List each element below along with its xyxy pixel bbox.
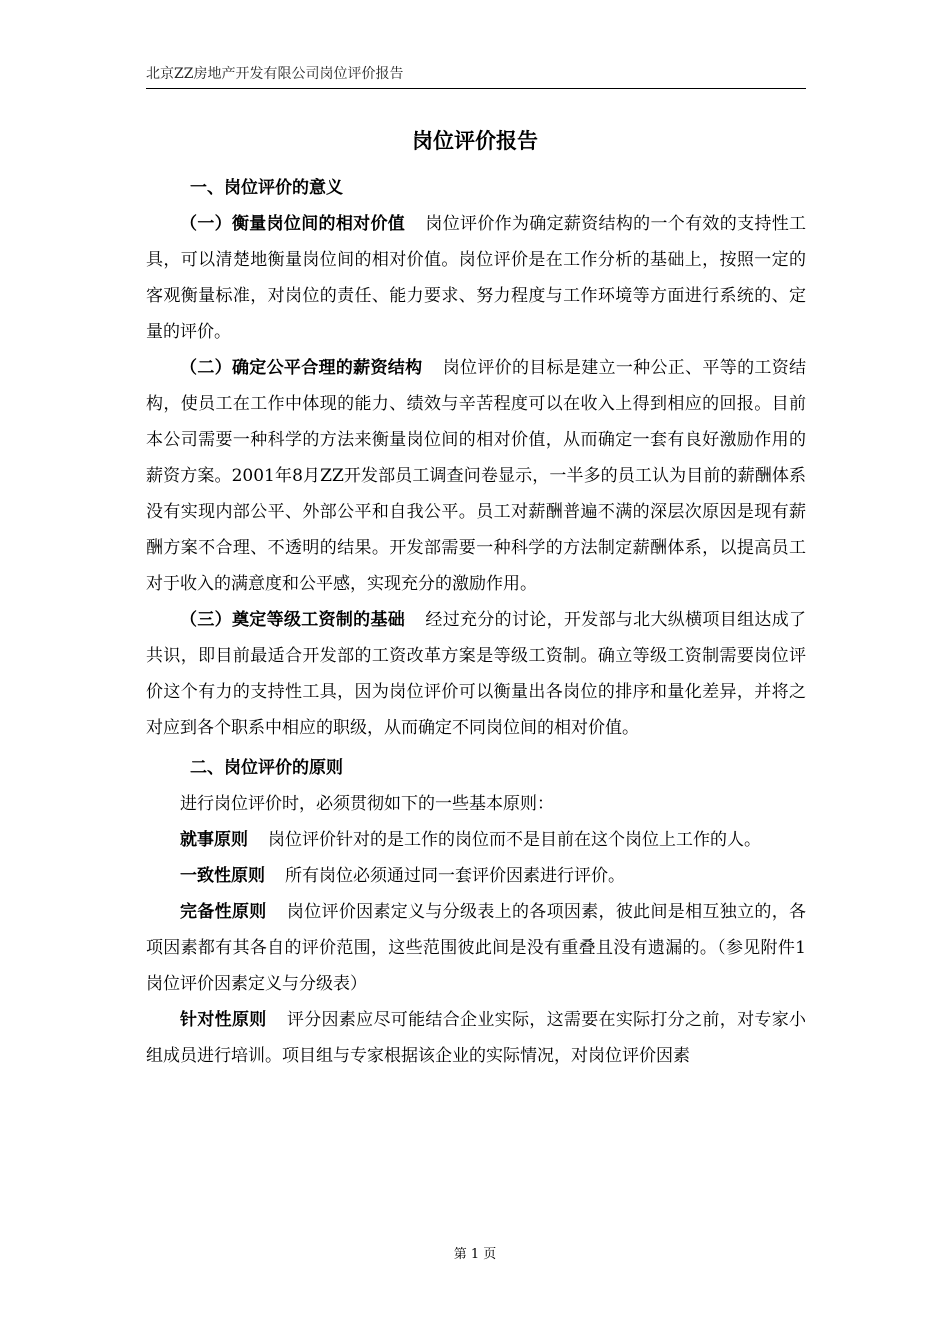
paragraph-label: （二）确定公平合理的薪资结构 (180, 358, 423, 378)
section-intro: 进行岗位评价时，必须贯彻如下的一些基本原则： (180, 794, 554, 814)
paragraph (146, 350, 806, 602)
principle-text: 评分因素应尽可能结合企业实际，这需要在实际打分之前，对专家小组成员进行培训。项目组与专家根据该企业的实际情况，对岗位评价因素 (146, 1010, 807, 1066)
principle-text: 岗位评价针对的是工作的岗位而不是目前在这个岗位上工作的人。 (268, 830, 761, 850)
principle-item (146, 822, 806, 858)
section-heading-significance: 一、岗位评价的意义 (190, 178, 343, 198)
principle-label: 完备性原则 (180, 902, 267, 922)
paragraph-label: （三）奠定等级工资制的基础 (180, 610, 406, 630)
principle-item (146, 858, 806, 894)
principle-label: 一致性原则 (180, 866, 265, 886)
principle-item (146, 1002, 806, 1074)
paragraph-label: （一）衡量岗位间的相对价值 (180, 214, 406, 234)
paragraph (146, 206, 806, 350)
page-header: 北京ZZ房地产开发有限公司岗位评价报告 (146, 64, 806, 89)
document-body (146, 170, 823, 1074)
paragraph-text: 岗位评价作为确定薪资结构的一个有效的支持性工具，可以清楚地衡量岗位间的相对价值。岗位评价是在工作分析的基础上，按照一定的客观衡量标准，对岗位的责任、能力要求、努力程度与工作环境等方面进行系统的、定量的评价。 (146, 214, 807, 342)
principle-label: 针对性原则 (180, 1010, 267, 1030)
principle-text: 所有岗位必须通过同一套评价因素进行评价。 (285, 866, 625, 886)
section-heading-principles: 二、岗位评价的原则 (190, 758, 343, 778)
principle-text: 岗位评价因素定义与分级表上的各项因素，彼此间是相互独立的，各项因素都有其各自的评价范围，这些范围彼此间是没有重叠且没有遗漏的。（参见附件1 岗位评价因素定义与分级表） (146, 902, 823, 994)
principle-item (146, 894, 823, 1002)
paragraph-text: 岗位评价的目标是建立一种公正、平等的工资结构，使员工在工作中体现的能力、绩效与辛苦程度可以在收入上得到相应的回报。目前本公司需要一种科学的方法来衡量岗位间的相对价值，从而确定一套有良好激励作用的薪资方案。2001年8月ZZ开发部员工调查问卷显示，一半多的员工认为目前的薪酬体系没有实现内部公平、外部公平和自我公平。员工对薪酬普遍不满的深层次原因是现有薪酬方案不合理、不透明的结果。开发部需要一种科学的方法制定薪酬体系，以提高员工对于收入的满意度和公平感，实现充分的激励作用。 (146, 358, 807, 594)
paragraph-text: 经过充分的讨论，开发部与北大纵横项目组达成了共识，即目前最适合开发部的工资改革方案是等级工资制。确立等级工资制需要岗位评价这个有力的支持性工具，因为岗位评价可以衡量出各岗位的排序和量化差异，并将之对应到各个职系中相应的职级，从而确定不同岗位间的相对价值。 (146, 610, 807, 738)
document-title: 岗位评价报告 (412, 129, 538, 153)
page-number: 第 1 页 (453, 1247, 497, 1262)
paragraph (146, 602, 806, 746)
principle-label: 就事原则 (180, 830, 248, 850)
